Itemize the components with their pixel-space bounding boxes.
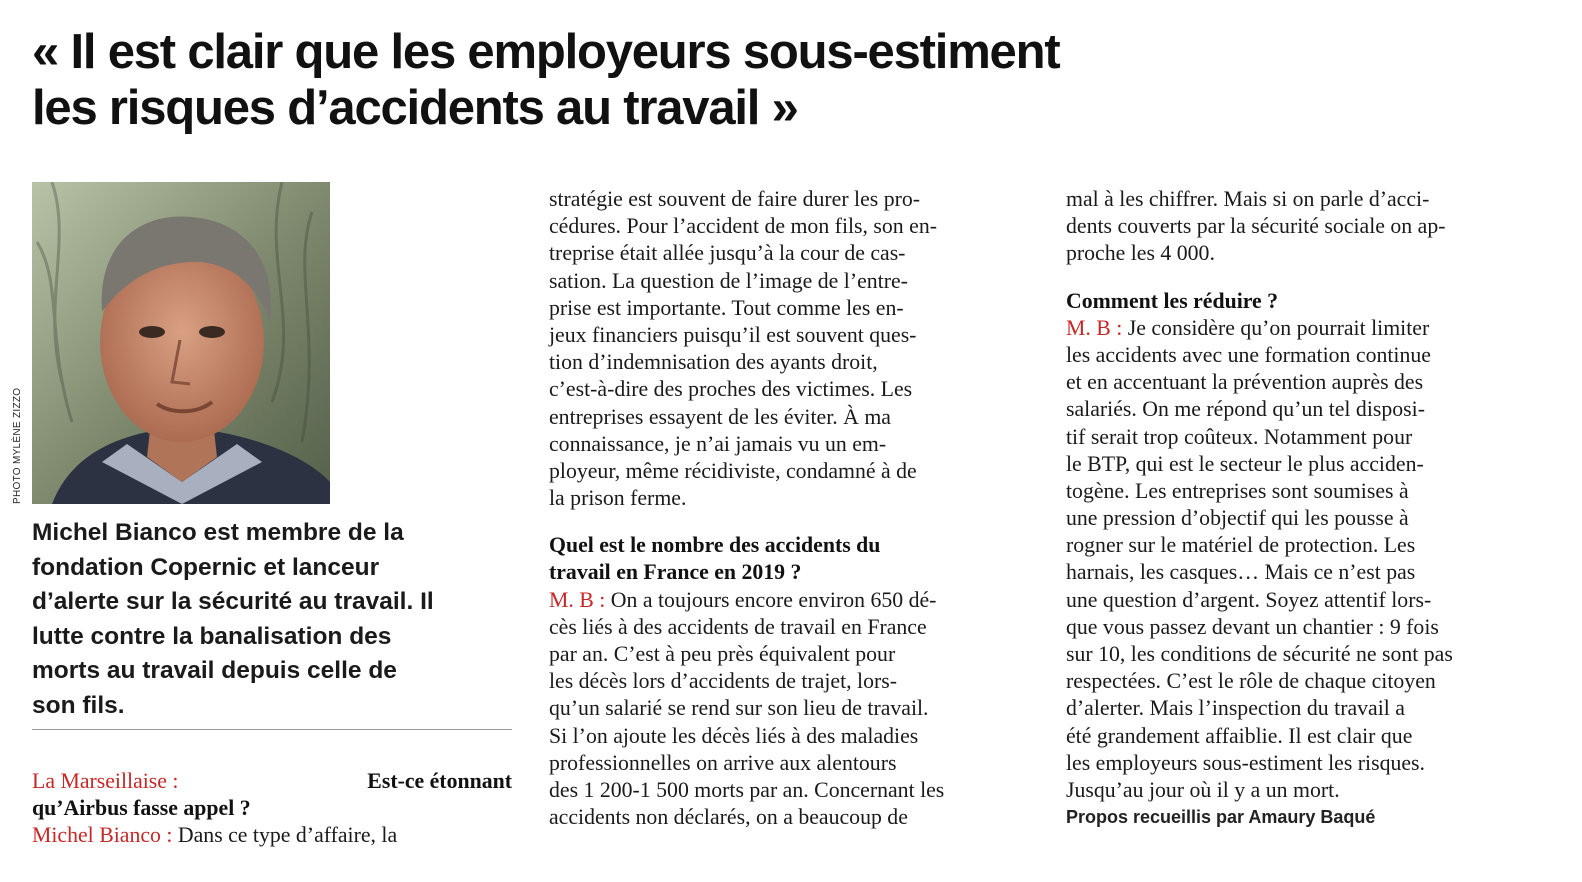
body-line: mal à les chiffrer. Mais si on parle d’acci- (1066, 187, 1430, 211)
body-line: professionnelles on arrive aux alentours (549, 750, 897, 775)
body-line: dents couverts par la sécurité sociale on ap- (1066, 214, 1446, 239)
body-line: jeux financiers puisqu’il est souvent ques- (549, 322, 917, 347)
body-line: respectées. C’est le rôle de chaque citoyen (1066, 669, 1436, 694)
body-line: c’est-à-dire des proches des victimes. Les (549, 377, 913, 402)
body-line: une pression d’objectif qui les pousse à (1066, 506, 1409, 531)
article-column-1 (32, 768, 512, 850)
question-line (32, 768, 512, 795)
body-line: tion d’indemnisation des ayants droit, (549, 350, 878, 375)
portrait-caption (32, 516, 512, 723)
section-divider (32, 729, 512, 730)
answer-line (32, 822, 512, 849)
body-line: prise est importante. Tout comme les en- (549, 295, 904, 320)
article-column-3 (1066, 186, 1546, 831)
body-line: entreprises essayent de les éviter. À ma (549, 404, 891, 429)
body-line: cédures. Pour l’accident de mon fils, son en- (549, 214, 937, 239)
body-line: treprise était allée jusqu’à la cour de cas- (549, 241, 906, 266)
body-line: connaissance, je n’ai jamais vu un em- (549, 431, 887, 456)
question-text: travail en France en 2019 ? (549, 560, 802, 585)
article-column-2 (549, 186, 1029, 831)
body-line: par an. C’est à peu près équivalent pour (549, 642, 896, 666)
body-line: togène. Les entreprises sont soumises à (1066, 478, 1409, 503)
body-line: la prison ferme. (549, 486, 687, 511)
body-line: proche les 4 000. (1066, 241, 1215, 266)
body-line: sur 10, les conditions de sécurité ne sont pas (1066, 642, 1453, 666)
body-line: une question d’argent. Soyez attentif lors- (1066, 587, 1432, 612)
caption-line: d’alerte sur la sécurité au travail. Il (32, 588, 434, 615)
body-line: Si l’on ajoute les décès liés à des maladies (549, 723, 919, 748)
body-line: qu’un salarié se rend sur son lieu de travail. (549, 696, 929, 721)
question-text: Est-ce étonnant (367, 769, 512, 793)
body-line: d’alerter. Mais l’inspection du travail a (1066, 696, 1405, 721)
caption-line: morts au travail depuis celle de (32, 657, 397, 684)
photo-credit: PHOTO MYLÈNE ZIZZO (12, 387, 23, 504)
body-line: et en accentuant la prévention auprès des (1066, 370, 1424, 395)
body-line: été grandement affaiblie. Il est clair que (1066, 723, 1413, 748)
answer-text: Dans ce type d’affaire, la (177, 823, 398, 848)
caption-line: fondation Copernic et lanceur (32, 553, 380, 581)
answer-text: On a toujours encore environ 650 dé- (610, 587, 937, 612)
author-signature: Propos recueillis par Amaury Baqué (1066, 807, 1376, 828)
caption-line: Michel Bianco est membre de la (32, 519, 404, 546)
body-line: des 1 200-1 500 morts par an. Concernant les (549, 777, 945, 802)
headline (32, 24, 1552, 136)
body-line: cès liés à des accidents de travail en France (549, 614, 927, 639)
answer-line (1066, 315, 1546, 342)
body-line: salariés. On me répond qu’un tel disposi- (1066, 397, 1425, 422)
portrait-illustration (32, 182, 330, 504)
body-line: ployeur, même récidiviste, condamné à de (549, 458, 917, 483)
interviewee-label: Michel Bianco : (32, 823, 173, 848)
question-text: Quel est le nombre des accidents du (549, 533, 881, 558)
caption-line: lutte contre la banalisation des (32, 622, 392, 650)
interviewee-label: M. B : (1066, 315, 1123, 340)
body-line: tif serait trop coûteux. Notamment pour (1066, 424, 1413, 449)
body-line: Jusqu’au jour où il y a un mort. (1066, 777, 1340, 802)
body-line: rogner sur le matériel de protection. Les (1066, 533, 1416, 558)
interviewer-label: La Marseillaise : (32, 769, 179, 793)
caption-line: son fils. (32, 691, 125, 719)
body-line: accidents non déclarés, on a beaucoup de (549, 805, 908, 830)
body-line: les employeurs sous-estiment les risques. (1066, 750, 1425, 775)
answer-text: Je considère qu’on pourrait limiter (1127, 315, 1430, 340)
question-text: qu’Airbus fasse appel ? (32, 796, 251, 821)
body-line: stratégie est souvent de faire durer les pro- (549, 187, 921, 211)
headline-line: les risques d’accidents au travail » (32, 81, 798, 135)
body-line: le BTP, qui est le secteur le plus acciden- (1066, 451, 1424, 476)
body-line: les décès lors d’accidents de trajet, lors- (549, 669, 898, 694)
portrait-photo (32, 182, 330, 504)
answer-line (549, 587, 1029, 614)
question-text: Comment les réduire ? (1066, 288, 1279, 313)
body-line: que vous passez devant un chantier : 9 fois (1066, 614, 1439, 639)
body-line: harnais, les casques… Mais ce n’est pas (1066, 560, 1416, 585)
headline-line: « Il est clair que les employeurs sous-estiment (32, 25, 1060, 79)
interviewee-label: M. B : (549, 587, 606, 612)
body-line: sation. La question de l’image de l’entre- (549, 268, 908, 293)
body-line: les accidents avec une formation continue (1066, 342, 1431, 367)
